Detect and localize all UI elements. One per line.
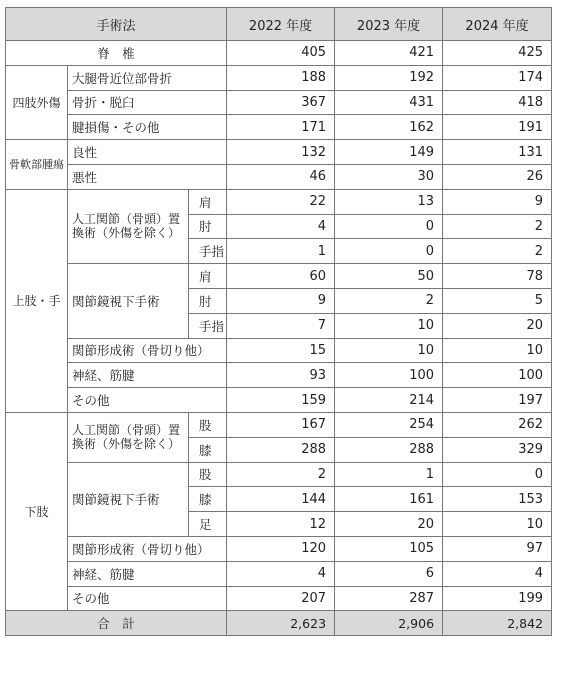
- position-label: 手指: [189, 313, 227, 338]
- header-procedure: 手術法: [6, 8, 227, 41]
- cell-value: 4: [443, 561, 552, 586]
- cell-value: 174: [443, 65, 552, 90]
- category-bone-tumor: 骨軟部腫瘍: [6, 140, 68, 190]
- cell-value: 20: [335, 512, 443, 537]
- cell-value: 171: [227, 115, 335, 140]
- cell-value: 10: [443, 512, 552, 537]
- cell-value: 161: [335, 487, 443, 512]
- table-row: [6, 164, 552, 189]
- position-label: 肘: [189, 288, 227, 313]
- position-label: 膝: [189, 437, 227, 462]
- header-row: [6, 8, 552, 41]
- cell-value: 2: [335, 288, 443, 313]
- cell-value: 5: [443, 288, 552, 313]
- table-row: [6, 536, 552, 561]
- table-row: [6, 388, 552, 413]
- row-label-lower-arthroscopy: 関節鏡視下手術: [68, 462, 189, 536]
- row-label-lower-arthroplasty: 人工関節（骨頭）置換術（外傷を除く）: [68, 412, 189, 462]
- header-2024: 2024 年度: [443, 8, 552, 41]
- cell-value: 159: [227, 388, 335, 413]
- row-label: 神経、筋腱: [68, 363, 227, 388]
- cell-value: 144: [227, 487, 335, 512]
- cell-value: 207: [227, 586, 335, 611]
- total-value: 2,906: [335, 611, 443, 636]
- position-label: 膝: [189, 487, 227, 512]
- table-row: [6, 189, 552, 214]
- cell-value: 100: [443, 363, 552, 388]
- cell-value: 287: [335, 586, 443, 611]
- cell-value: 9: [443, 189, 552, 214]
- cell-value: 15: [227, 338, 335, 363]
- category-upper-limb: 上肢・手: [6, 189, 68, 412]
- position-label: 肘: [189, 214, 227, 239]
- position-label: 股: [189, 462, 227, 487]
- cell-value: 425: [443, 41, 552, 66]
- cell-value: 214: [335, 388, 443, 413]
- cell-value: 20: [443, 313, 552, 338]
- row-label: 関節形成術（骨切り他）: [68, 338, 227, 363]
- cell-value: 131: [443, 140, 552, 165]
- row-label: その他: [68, 388, 227, 413]
- table-row: [6, 338, 552, 363]
- cell-value: 93: [227, 363, 335, 388]
- row-label-spine: 脊 椎: [6, 41, 227, 66]
- cell-value: 12: [227, 512, 335, 537]
- cell-value: 288: [335, 437, 443, 462]
- cell-value: 197: [443, 388, 552, 413]
- cell-value: 254: [335, 412, 443, 437]
- cell-value: 100: [335, 363, 443, 388]
- cell-value: 10: [335, 313, 443, 338]
- cell-value: 262: [443, 412, 552, 437]
- cell-value: 6: [335, 561, 443, 586]
- cell-value: 132: [227, 140, 335, 165]
- cell-value: 191: [443, 115, 552, 140]
- cell-value: 78: [443, 264, 552, 289]
- cell-value: 13: [335, 189, 443, 214]
- cell-value: 26: [443, 164, 552, 189]
- row-label: 良性: [68, 140, 227, 165]
- table-row: [6, 41, 552, 66]
- position-label: 肩: [189, 264, 227, 289]
- table-row: [6, 462, 552, 487]
- row-label: 悪性: [68, 164, 227, 189]
- cell-value: 60: [227, 264, 335, 289]
- total-value: 2,623: [227, 611, 335, 636]
- cell-value: 0: [335, 239, 443, 264]
- cell-value: 120: [227, 536, 335, 561]
- cell-value: 0: [335, 214, 443, 239]
- row-label: 大腿骨近位部骨折: [68, 65, 227, 90]
- cell-value: 2: [227, 462, 335, 487]
- cell-value: 50: [335, 264, 443, 289]
- category-lower-limb: 下肢: [6, 412, 68, 610]
- table-row: [6, 264, 552, 289]
- total-value: 2,842: [443, 611, 552, 636]
- category-limb-trauma: 四肢外傷: [6, 65, 68, 139]
- cell-value: 1: [335, 462, 443, 487]
- position-label: 足: [189, 512, 227, 537]
- table-row: [6, 115, 552, 140]
- cell-value: 105: [335, 536, 443, 561]
- row-label: その他: [68, 586, 227, 611]
- cell-value: 30: [335, 164, 443, 189]
- cell-value: 4: [227, 561, 335, 586]
- surgery-stats-table: [5, 7, 552, 636]
- cell-value: 421: [335, 41, 443, 66]
- cell-value: 22: [227, 189, 335, 214]
- table-row: [6, 65, 552, 90]
- header-2022: 2022 年度: [227, 8, 335, 41]
- total-label: 合 計: [6, 611, 227, 636]
- table-row: [6, 561, 552, 586]
- cell-value: 10: [443, 338, 552, 363]
- cell-value: 167: [227, 412, 335, 437]
- row-label: 骨折・脱臼: [68, 90, 227, 115]
- cell-value: 149: [335, 140, 443, 165]
- cell-value: 2: [443, 239, 552, 264]
- cell-value: 329: [443, 437, 552, 462]
- cell-value: 46: [227, 164, 335, 189]
- total-row: [6, 611, 552, 636]
- row-label: 神経、筋腱: [68, 561, 227, 586]
- table-row: [6, 586, 552, 611]
- table-row: [6, 363, 552, 388]
- cell-value: 288: [227, 437, 335, 462]
- cell-value: 367: [227, 90, 335, 115]
- cell-value: 188: [227, 65, 335, 90]
- cell-value: 7: [227, 313, 335, 338]
- position-label: 股: [189, 412, 227, 437]
- cell-value: 0: [443, 462, 552, 487]
- cell-value: 97: [443, 536, 552, 561]
- row-label-upper-arthroplasty: 人工関節（骨頭）置換術（外傷を除く）: [68, 189, 189, 263]
- position-label: 肩: [189, 189, 227, 214]
- cell-value: 405: [227, 41, 335, 66]
- cell-value: 199: [443, 586, 552, 611]
- cell-value: 2: [443, 214, 552, 239]
- table-row: [6, 90, 552, 115]
- cell-value: 192: [335, 65, 443, 90]
- header-2023: 2023 年度: [335, 8, 443, 41]
- cell-value: 4: [227, 214, 335, 239]
- table-row: [6, 412, 552, 437]
- cell-value: 431: [335, 90, 443, 115]
- cell-value: 9: [227, 288, 335, 313]
- cell-value: 10: [335, 338, 443, 363]
- row-label: 腱損傷・その他: [68, 115, 227, 140]
- cell-value: 162: [335, 115, 443, 140]
- cell-value: 418: [443, 90, 552, 115]
- cell-value: 1: [227, 239, 335, 264]
- table-row: [6, 140, 552, 165]
- row-label: 関節形成術（骨切り他）: [68, 536, 227, 561]
- row-label-upper-arthroscopy: 関節鏡視下手術: [68, 264, 189, 338]
- cell-value: 153: [443, 487, 552, 512]
- position-label: 手指: [189, 239, 227, 264]
